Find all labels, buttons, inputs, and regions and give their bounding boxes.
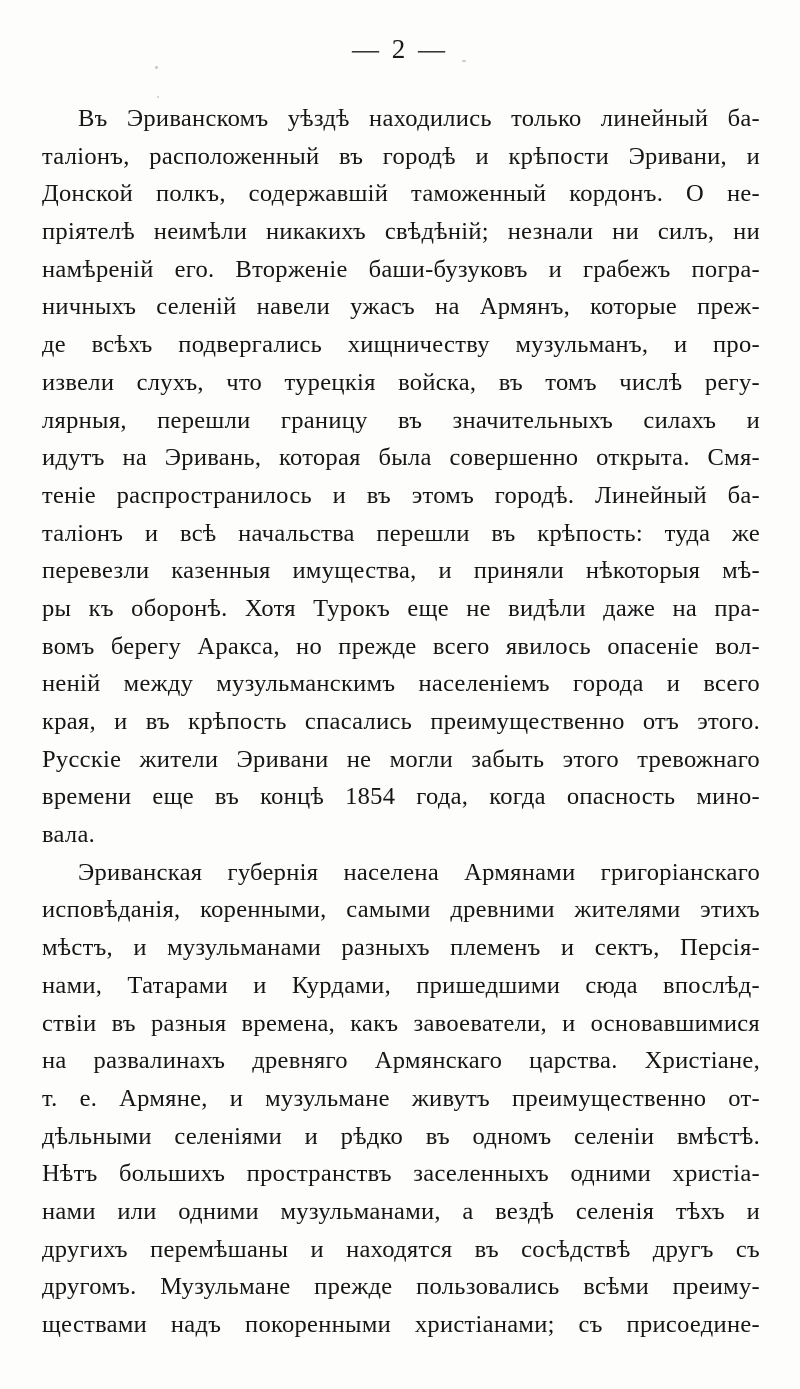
text-line: нами, Татарами и Курдами, пришедшими сюда впослѣд- — [42, 971, 760, 999]
text-line: на развалинахъ древняго Армянскаго царства. Христіане, — [42, 1047, 760, 1075]
scan-speck — [155, 66, 158, 69]
page-number-header: — 2 — — [352, 34, 448, 64]
text-line: исповѣданія, коренными, самыми древними жителями этихъ — [42, 896, 760, 924]
text-line: извели слухъ, что турецкія войска, въ томъ числѣ регу- — [42, 368, 760, 396]
text-line: т. е. Армяне, и музульмане живутъ преимущественно от- — [42, 1084, 760, 1112]
text-line: нами или одними музульманами, а вездѣ селенія тѣхъ и — [42, 1197, 760, 1225]
text-line: ничныхъ селеній навели ужасъ на Армянъ, которые преж- — [42, 293, 760, 321]
text-line: ществами надъ покоренными христіанами; съ присоедине- — [42, 1311, 760, 1338]
text-line: Въ Эриванскомъ уѣздѣ находились только линейный ба- — [78, 105, 760, 132]
text-line: вомъ берегу Аракса, но прежде всего явилось опасеніе вол- — [42, 632, 760, 660]
text-line: теніе распространилось и въ этомъ городѣ. Линейный ба- — [42, 481, 760, 509]
text-line: пріятелѣ неимѣли никакихъ свѣдѣній; незнали ни силъ, ни — [42, 218, 760, 246]
text-line: Русскіе жители Эривани не могли забыть этого тревожнаго — [42, 745, 760, 773]
text-line: неній между музульманскимъ населеніемъ города и всего — [42, 670, 760, 698]
text-line: другомъ. Музульмане прежде пользовались всѣми преиму- — [42, 1273, 760, 1301]
text-line: ствіи въ разныя времена, какъ завоеватели, и основавшимися — [42, 1009, 760, 1037]
text-line: Эриванская губернія населена Армянами григоріанскаго — [78, 858, 760, 886]
text-block — [42, 100, 760, 1344]
text-line: дѣльными селеніями и рѣдко въ одномъ селеніи вмѣстѣ. — [42, 1122, 760, 1150]
text-line: края, и въ крѣпость спасались преимущественно отъ этого. — [42, 708, 760, 735]
scan-speck — [157, 96, 159, 98]
text-line: мѣстъ, и музульманами разныхъ племенъ и сектъ, Персія- — [42, 934, 760, 962]
text-line: лярныя, перешли границу въ значительныхъ силахъ и — [42, 406, 760, 434]
text-line: таліонъ, расположенный въ городѣ и крѣпости Эривани, и — [42, 142, 760, 170]
text-line: таліонъ и всѣ начальства перешли въ крѣпость: туда же — [42, 519, 760, 547]
text-line: вала. — [42, 821, 96, 849]
text-line: другихъ перемѣшаны и находятся въ сосѣдствѣ другъ съ — [42, 1235, 760, 1263]
text-line: ры къ оборонѣ. Хотя Турокъ еще не видѣли даже на пра- — [42, 594, 760, 622]
text-line: намѣреній его. Вторженіе баши-бузуковъ и грабежъ погра- — [42, 255, 760, 283]
text-line: Нѣтъ большихъ пространствъ заселенныхъ одними христіа- — [42, 1160, 760, 1188]
text-line: перевезли казенныя имущества, и приняли нѣкоторыя мѣ- — [42, 557, 760, 585]
text-line: времени еще въ концѣ 1854 года, когда опасность мино- — [42, 783, 760, 811]
text-line: идутъ на Эривань, которая была совершенно открыта. Смя- — [42, 444, 760, 472]
text-line: де всѣхъ подвергались хищничеству музульманъ, и про- — [42, 331, 760, 359]
text-line: Донской полкъ, содержавшій таможенный кордонъ. О не- — [42, 180, 760, 208]
scan-speck — [462, 60, 466, 62]
